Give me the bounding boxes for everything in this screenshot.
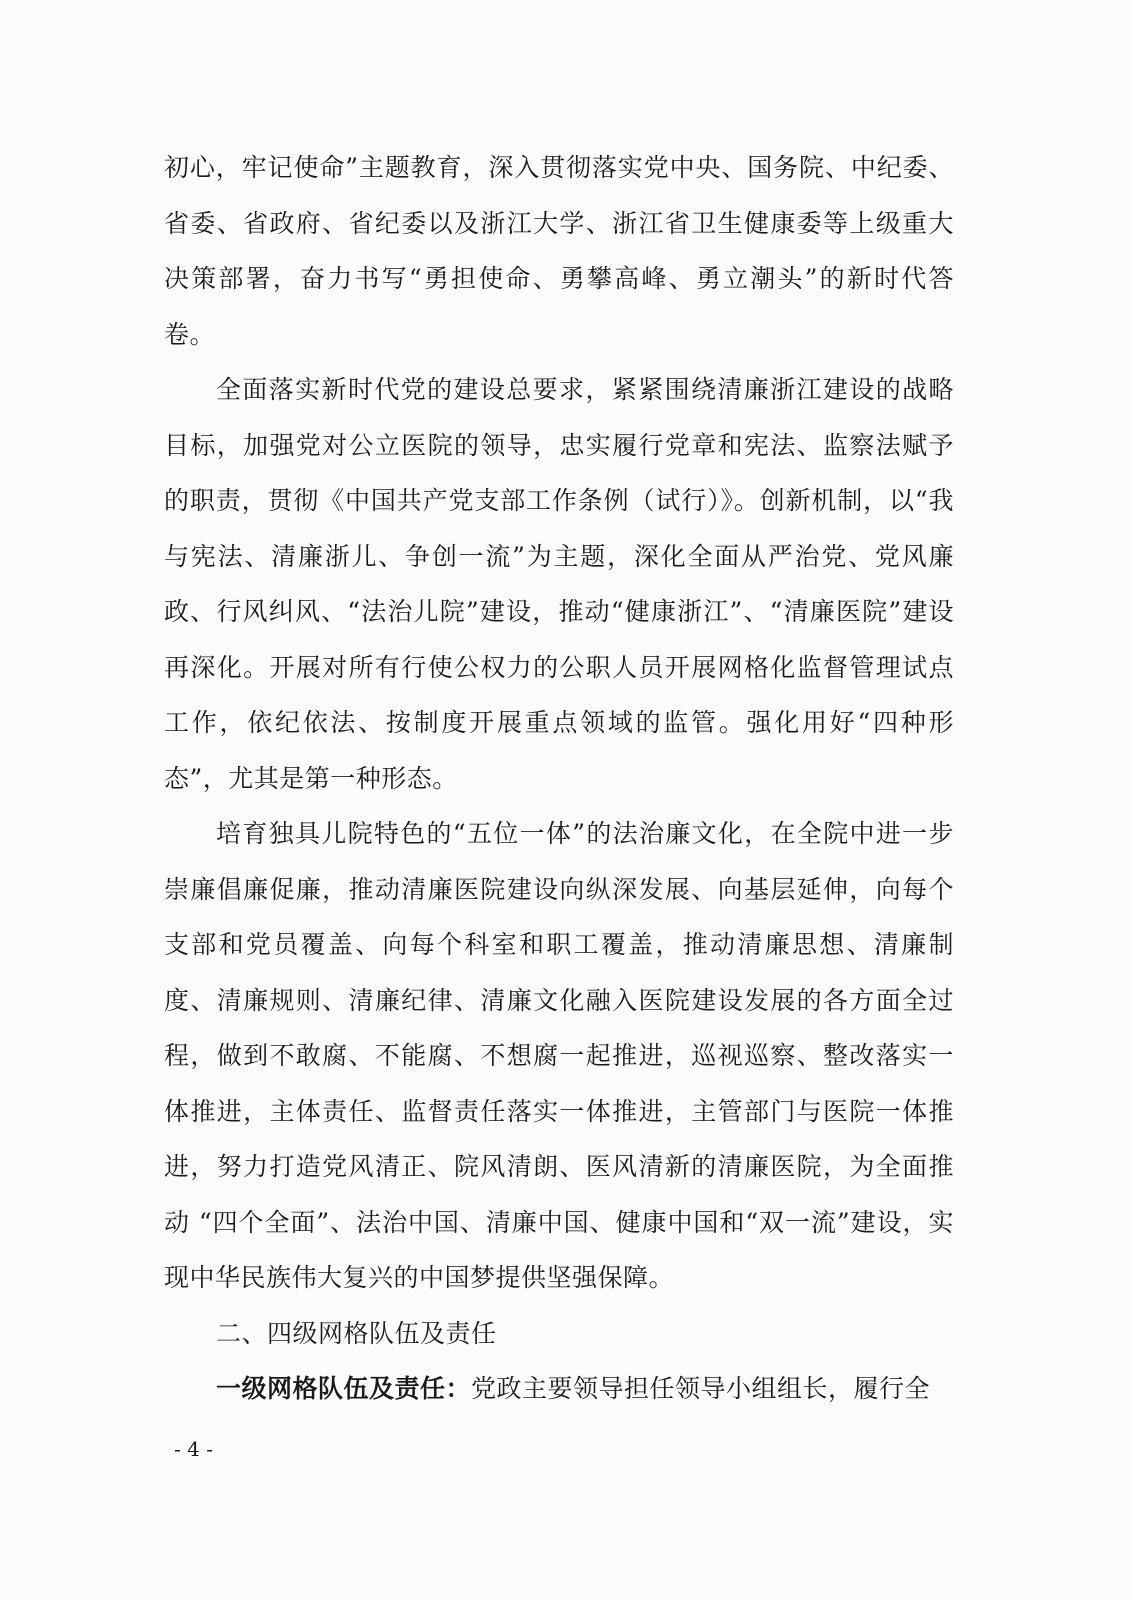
- level1-lead: 一级网格队伍及责任：: [216, 1374, 472, 1403]
- section-heading: 二、四级网格队伍及责任: [216, 1318, 497, 1348]
- paragraph-party-building: 全面落实新时代党的建设总要求，紧紧围绕清廉浙江建设的战略目标，加强党对公立医院的领导，忠实履行党章和宪法、监察法赋予的职责，贯彻《中国共产党支部工作条例（试行）》。创新机制，以“我与宪法、清廉浙儿、争创一流”为主题，深化全面从严治党、党风廉政、行风纠风、“法治儿院”建设，推动“健康浙江”、“清廉医院”建设再深化。开展对所有行使公权力的公职人员开展网格化监督管理试点工作，依纪依法、按制度开展重点领域的监管。强化用好“四种形态”，尤其是第一种形态。: [164, 375, 954, 793]
- level1-text: 党政主要领导担任领导小组组长，履行全: [471, 1374, 931, 1403]
- paragraph-continuation: 初心，牢记使命”主题教育，深入贯彻落实党中央、国务院、中纪委、省委、省政府、省纪委以及浙江大学、浙江省卫生健康委等上级重大决策部署，奋力书写“勇担使命、勇攀高峰、勇立潮头”的新时代答卷。: [164, 153, 954, 349]
- page-number: - 4 -: [174, 1437, 213, 1461]
- paragraph-clean-culture: 培育独具儿院特色的“五位一体”的法治廉文化，在全院中进一步崇廉倡廉促廉，推动清廉医院建设向纵深发展、向基层延伸，向每个支部和党员覆盖、向每个科室和职工覆盖，推动清廉思想、清廉制度、清廉规则、清廉纪律、清廉文化融入医院建设发展的各方面全过程，做到不敢腐、不能腐、不想腐一起推进，巡视巡察、整改落实一体推进，主体责任、监督责任落实一体推进，主管部门与医院一体推进，努力打造党风清正、院风清朗、医风清新的清廉医院，为全面推动 “四个全面”、法治中国、清廉中国、健康中国和“双一流”建设，实现中华民族伟大复兴的中国梦提供坚强保障。: [164, 819, 954, 1292]
- document-body: [164, 140, 954, 1417]
- paragraph-level1-grid: [164, 1361, 954, 1417]
